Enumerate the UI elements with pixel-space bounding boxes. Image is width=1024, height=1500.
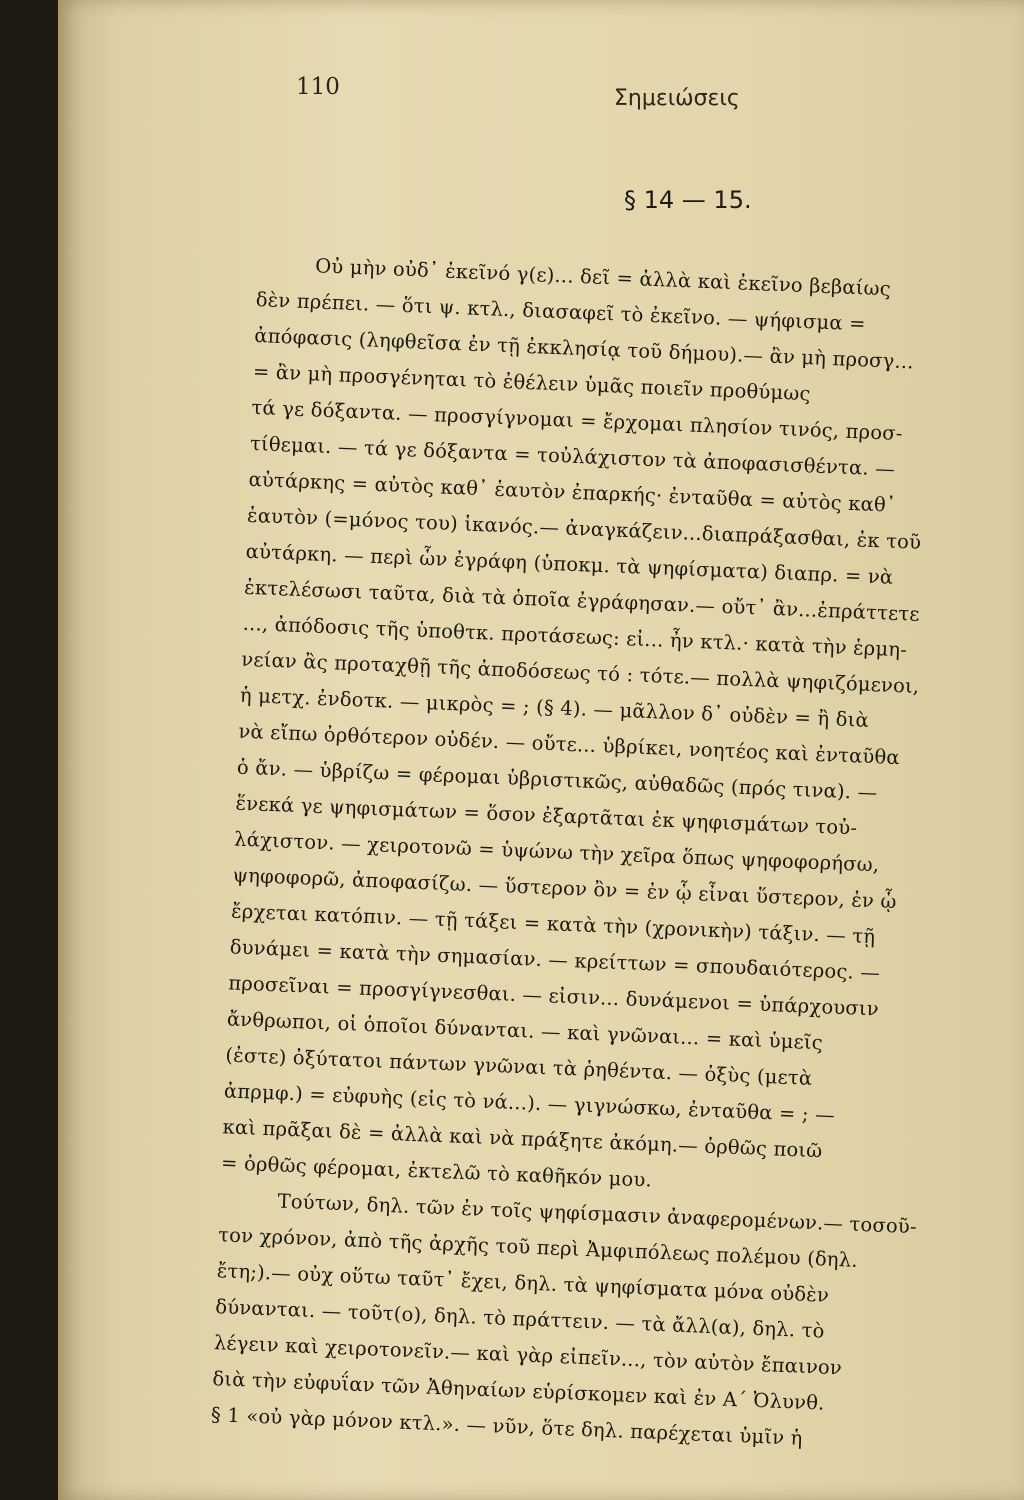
text-line: Οὐ μὴν οὐδ᾽ ἐκεῖνό γ(ε)... δεῖ = ἀλλὰ καὶ ἐκεῖνο βεβαίως xyxy=(314,254,892,301)
text-line: ἀπρμφ.) = εὐφυὴς (εἰς τὸ νά...). — γιγνώσκω, ἐνταῦθα = ; — xyxy=(223,1079,836,1127)
text-line: Τούτων, δηλ. τῶν ἐν τοῖς ψηφίσμασιν ἀναφερομένων.— τοσοῦ- xyxy=(277,1189,918,1239)
text-line: διὰ τὴν εὐφυΐαν τῶν Ἀθηναίων εὑρίσκομεν καὶ ἐν Α´ Ὀλυνθ. xyxy=(212,1367,826,1415)
text-line: τίθεμαι. — τά γε δόξαντα = τοὐλάχιστον τὰ ἀποφασισθέντα. — xyxy=(249,431,896,481)
text-line: ψηφοφορῶ, ἀποφασίζω. — ὕστερον ὂν = ἐν ᾧ εἶναι ὕστερον, ἐν ᾧ xyxy=(232,863,898,914)
body-text xyxy=(210,246,1024,1464)
text-line: ἑαυτὸν (=μόνος του) ἱκανός.— ἀναγκάζειν...διαπράξασθαι, ἐκ τοῦ xyxy=(246,503,922,554)
text-line: ἡ μετχ. ἐνδοτκ. — μικρὸς = ; (§ 4). — μᾶλλον δ᾽ οὐδὲν = ἢ διὰ xyxy=(239,683,870,732)
text-line: αὐτάρκη. — περὶ ὧν ἐγράφη (ὑποκμ. τὰ ψηφίσματα) διαπρ. = νὰ xyxy=(245,539,894,589)
section-heading: § 14 — 15. xyxy=(624,186,752,214)
text-line: τά γε δόξαντα. — προσγίγνομαι = ἔρχομαι πλησίον τινός, προσ- xyxy=(251,395,904,446)
text-line: ὁ ἄν. — ὑβρίζω = φέρομαι ὑβριστικῶς, αὐθαδῶς (πρός τινα). — xyxy=(236,755,878,805)
text-line: λέγειν καὶ χειροτονεῖν.— καὶ γὰρ εἰπεῖν..., τὸν αὐτὸν ἔπαινον xyxy=(213,1331,843,1380)
text-line: § 1 «οὐ γὰρ μόνον κτλ.». — νῦν, ὅτε δηλ. παρέχεται ὑμῖν ἡ xyxy=(210,1403,803,1450)
text-line: τον χρόνον, ἀπὸ τῆς ἀρχῆς τοῦ περὶ Ἀμφιπόλεως πολέμου (δηλ. xyxy=(217,1223,859,1272)
text-line: ἄνθρωποι, οἱ ὁποῖοι δύνανται. — καὶ γνῶναι... = καὶ ὑμεῖς xyxy=(226,1007,824,1055)
text-line: (ἐστε) ὀξύτατοι πάντων γνῶναι τὰ ῥηθέντα. — ὀξὺς (μετὰ xyxy=(225,1043,813,1090)
running-title: Σημειώσεις xyxy=(614,86,740,111)
text-line: λάχιστον. — χειροτονῶ = ὑψώνω τὴν χεῖρα ὅπως ψηφοφορήσω, xyxy=(233,827,880,877)
text-line: προσεῖναι = προσγίγνεσθαι. — εἰσιν... δυνάμενοι = ὑπάρχουσιν xyxy=(227,971,880,1021)
text-line: ἔρχεται κατόπιν. — τῇ τάξει = κατὰ τὴν (χρονικὴν) τάξιν. — τῇ xyxy=(230,899,876,949)
text-line: ἀπόφασις (ληφθεῖσα ἐν τῇ ἐκκλησίᾳ τοῦ δήμου).— ἂν μὴ προσγ... xyxy=(253,323,915,374)
book-page xyxy=(58,0,1024,1500)
text-line: νὰ εἴπω ὀρθότερον οὐδέν. — οὔτε... ὑβρίκει, νοητέος καὶ ἐνταῦθα xyxy=(238,719,901,770)
text-line: καὶ πρᾶξαι δὲ = ἀλλὰ καὶ νὰ πράξητε ἀκόμη.— ὀρθῶς ποιῶ xyxy=(222,1115,823,1163)
text-line: = ὀρθῶς φέρομαι, ἐκτελῶ τὸ καθῆκόν μου. xyxy=(220,1151,653,1192)
text-line: δὲν πρέπει. — ὅτι ψ. κτλ., διασαφεῖ τὸ ἐκεῖνο. — ψήφισμα = xyxy=(255,287,867,336)
text-line: δυνάμει = κατὰ τὴν σημασίαν. — κρείττων = σπουδαιότερος. — xyxy=(229,935,881,985)
text-line: ..., ἀπόδοσις τῆς ὑποθτκ. προτάσεως: εἰ... ἦν κτλ.· κατὰ τὴν ἑρμη- xyxy=(242,611,908,662)
text-line: = ἂν μὴ προσγένηται τὸ ἐθέλειν ὑμᾶς ποιεῖν προθύμως xyxy=(252,359,812,406)
text-line: νείαν ἂς προταχθῇ τῆς ἀποδόσεως τό : τότε.— πολλὰ ψηφιζόμενοι, xyxy=(240,647,920,698)
text-line: δύνανται. — τοῦτ(ο), δηλ. τὸ πράττειν. — τὰ ἄλλ(α), δηλ. τὸ xyxy=(214,1295,826,1343)
text-line: ἐκτελέσωσι ταῦτα, διὰ τὰ ὁποῖα ἐγράφησαν.— οὔτ᾽ ἂν...ἐπράττετε xyxy=(243,575,921,626)
page-number: 110 xyxy=(296,74,340,100)
text-line: αὐτάρκης = αὐτὸς καθ᾽ ἑαυτὸν ἐπαρκής· ἐνταῦθα = αὐτὸς καθ᾽ xyxy=(248,467,897,517)
text-line: ἕνεκά γε ψηφισμάτων = ὅσον ἐξαρτᾶται ἐκ ψηφισμάτων τοὐ- xyxy=(235,791,858,840)
text-line: ἔτη;).— οὐχ οὕτω ταῦτ᾽ ἔχει, δηλ. τὰ ψηφίσματα μόνα οὐδὲν xyxy=(216,1259,830,1307)
